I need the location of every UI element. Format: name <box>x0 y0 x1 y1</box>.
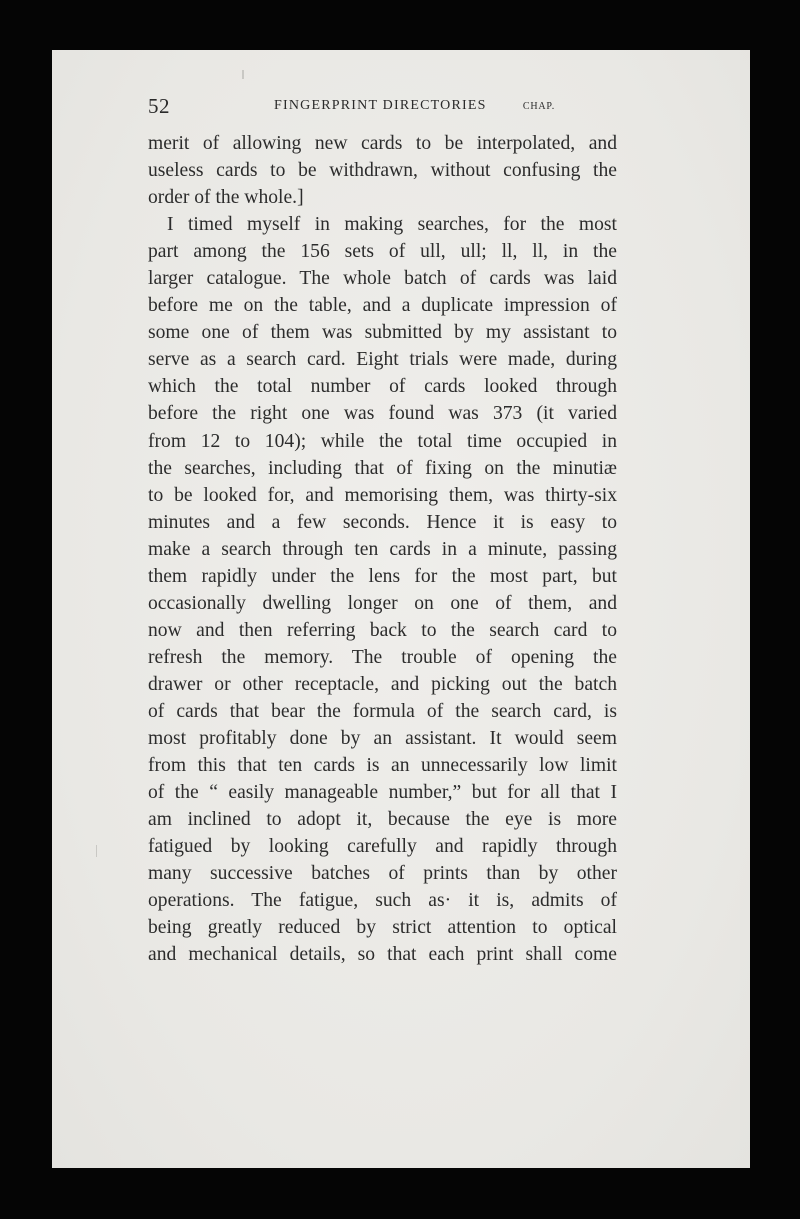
text-line: them rapidly under the lens for the most part, but <box>148 565 617 587</box>
text-line: I timed myself in making searches, for the most <box>167 214 617 236</box>
running-head <box>148 94 555 118</box>
text-line: of cards that bear the formula of the search card, is <box>148 700 617 722</box>
running-title: FINGERPRINT DIRECTORIES <box>274 98 487 113</box>
text-line: some one of them was submitted by my assistant to <box>148 322 617 344</box>
text-line: part among the 156 sets of ull, ull; ll, ll, in the <box>148 241 617 263</box>
text-line: the searches, including that of fixing on the minutiæ <box>148 457 617 479</box>
text-line: many successive batches of prints than by other <box>148 863 617 885</box>
text-line: fatigued by looking carefully and rapidly through <box>148 836 617 858</box>
text-line: which the total number of cards looked through <box>148 376 617 398</box>
text-line: from 12 to 104); while the total time occupied in <box>148 430 617 452</box>
chapter-label: CHAP. <box>522 101 555 112</box>
text-line: occasionally dwelling longer on one of them, and <box>148 592 617 614</box>
text-line: before me on the table, and a duplicate impression of <box>148 295 617 317</box>
scan-speck <box>242 70 244 79</box>
text-line: to be looked for, and memorising them, was thirty-six <box>148 484 617 506</box>
text-line: and mechanical details, so that each print shall come <box>148 944 617 966</box>
text-line: larger catalogue. The whole batch of cards was laid <box>148 268 617 290</box>
text-line: most profitably done by an assistant. It would seem <box>148 728 617 750</box>
text-line: of the “ easily manageable number,” but for all that I <box>148 782 617 804</box>
text-line: from this that ten cards is an unnecessarily low limit <box>148 755 617 777</box>
text-line: order of the whole.] <box>148 187 304 209</box>
text-line: operations. The fatigue, such as· it is, admits of <box>148 890 617 912</box>
text-line: merit of allowing new cards to be interpolated, and <box>148 133 617 154</box>
text-line: refresh the memory. The trouble of opening the <box>148 646 617 668</box>
text-line: before the right one was found was 373 (it varied <box>148 403 617 425</box>
text-line: serve as a search card. Eight trials were made, during <box>148 349 617 371</box>
text-line: am inclined to adopt it, because the eye is more <box>148 809 617 831</box>
scan-speck <box>96 845 97 857</box>
text-line: drawer or other receptacle, and picking out the batch <box>148 673 617 695</box>
text-line: make a search through ten cards in a minute, passing <box>148 538 617 560</box>
body-text <box>148 130 617 968</box>
text-line: useless cards to be withdrawn, without confusing the <box>148 160 617 182</box>
page-number: 52 <box>148 94 170 118</box>
text-line: being greatly reduced by strict attention to optical <box>148 917 617 939</box>
text-line: minutes and a few seconds. Hence it is easy to <box>148 511 617 533</box>
text-line: now and then referring back to the search card to <box>148 619 617 641</box>
